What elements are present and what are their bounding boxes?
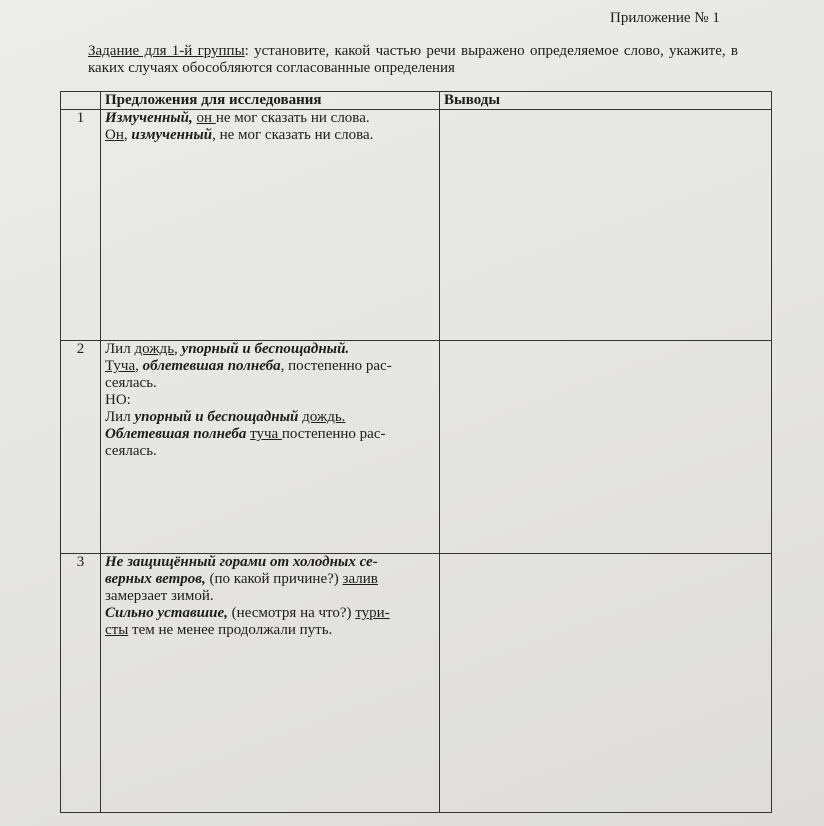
sentence-segment: (по какой причине?)	[205, 571, 343, 587]
task-lead: Задание для 1-й группы	[88, 43, 245, 59]
sentence-segment: верных ветров,	[105, 571, 206, 587]
sentence-segment: ,	[174, 341, 182, 357]
sentence-line	[105, 443, 435, 460]
row-sentences	[101, 554, 440, 813]
sentence-segment: Лил	[105, 341, 135, 357]
sentence-line	[105, 409, 435, 426]
sentence-line	[105, 554, 435, 571]
table-row	[61, 554, 772, 813]
table-row	[61, 341, 772, 554]
sentence-line	[105, 588, 435, 605]
sentence-segment: Не защищённый горами от холодных се-	[105, 554, 378, 570]
sentence-segment: Измученный,	[105, 110, 193, 126]
sentence-line	[105, 605, 435, 622]
sentence-line	[105, 110, 435, 127]
sentence-segment: ,	[135, 358, 143, 374]
sentence-line	[105, 622, 435, 639]
sentence-segment: Сильно уставшие,	[105, 605, 228, 621]
table-row	[61, 110, 772, 341]
appendix-label: Приложение № 1	[610, 10, 720, 26]
sentence-segment: дождь.	[302, 409, 346, 425]
row-number: 1	[61, 110, 101, 341]
sentence-segment: , не мог сказать ни слова.	[212, 127, 374, 143]
sentence-segment: упорный и беспощадный	[134, 409, 299, 425]
header-sentences: Предложения для исследования	[101, 92, 440, 110]
sentence-segment: дождь	[134, 341, 175, 357]
research-table	[60, 91, 772, 813]
sentence-segment: НО:	[105, 392, 131, 408]
table-header-row	[61, 92, 772, 110]
sentence-segment: измученный	[131, 127, 213, 143]
row-conclusion	[440, 110, 772, 341]
sentence-line	[105, 375, 435, 392]
sentence-segment: , постепенно рас-	[280, 358, 392, 374]
sentence-segment: постепенно рас-	[281, 426, 386, 442]
task-instruction	[88, 43, 738, 77]
sentence-segment: сеялась.	[105, 443, 157, 459]
sentence-segment: залив	[342, 571, 378, 587]
sentence-segment: облетевшая полнеба	[142, 358, 281, 374]
sentence-segment: не мог сказать ни слова.	[215, 110, 370, 126]
sentence-line	[105, 571, 435, 588]
sentence-segment: Туча	[105, 358, 136, 374]
sentence-segment: Лил	[105, 409, 135, 425]
row-sentences	[101, 341, 440, 554]
sentence-line	[105, 341, 435, 358]
sentence-segment: ,	[123, 127, 132, 143]
header-number	[61, 92, 101, 110]
sentence-line	[105, 392, 435, 409]
sentence-line	[105, 358, 435, 375]
row-conclusion	[440, 554, 772, 813]
sentence-line	[105, 426, 435, 443]
row-number: 3	[61, 554, 101, 813]
sentence-segment: замерзает зимой.	[105, 588, 214, 604]
sentence-segment: туча	[250, 426, 282, 442]
sentence-segment: Он	[105, 127, 124, 143]
sentence-segment: (несмотря на что?)	[227, 605, 356, 621]
header-conclusions: Выводы	[440, 92, 772, 110]
row-number: 2	[61, 341, 101, 554]
sentence-segment: сты	[105, 622, 129, 638]
sentence-segment: тури-	[355, 605, 390, 621]
sentence-line	[105, 127, 435, 144]
sentence-segment: упорный и беспощадный.	[181, 341, 350, 357]
sentence-segment: Облетевшая полнеба	[105, 426, 247, 442]
sentence-segment: тем не менее продолжали путь.	[128, 622, 333, 638]
sentence-segment: он	[196, 110, 216, 126]
row-sentences	[101, 110, 440, 341]
row-conclusion	[440, 341, 772, 554]
sentence-segment: сеялась.	[105, 375, 157, 391]
task-text: : установите, какой частью речи выражено определяемое слово, укажите, в каких случаях обособляются согласованные определения	[88, 43, 738, 76]
